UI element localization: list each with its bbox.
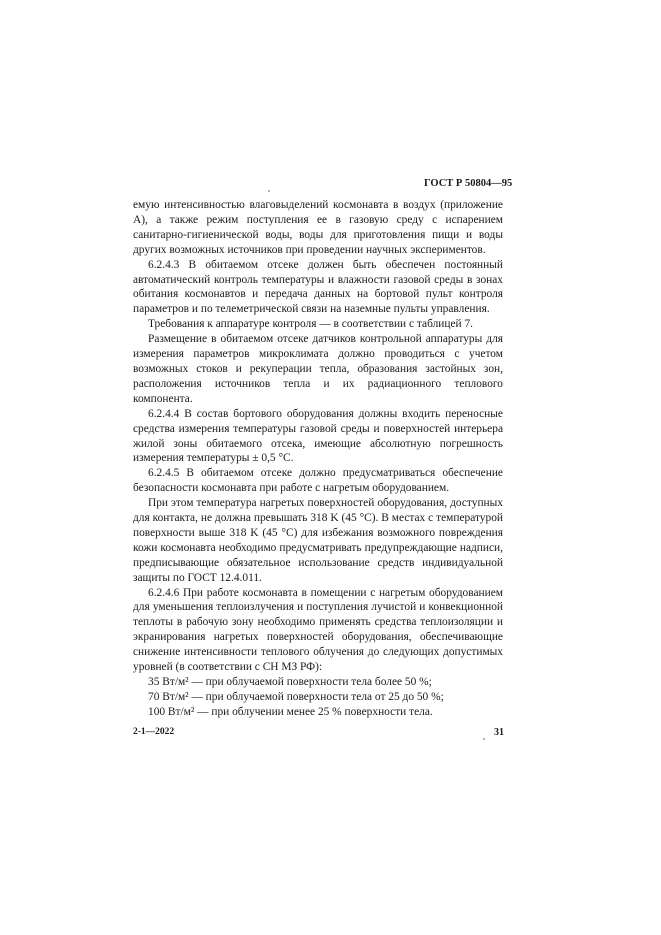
scan-speck [483,738,485,740]
list-item-70w: 70 Вт/м² — при облучаемой поверхности тела от 25 до 50 %; [148,690,444,703]
paragraph-control-requirements: Требования к аппаратуре контроля — в соответствии с таблицей 7. [148,318,473,331]
page-number: 31 [494,727,504,738]
paragraph-6-2-4-4: 6.2.4.4 В состав бортового оборудования должны входить переносные средства измерения температуры газовой среды и поверхностей интерьера жилой зоны обитаемого отсека, имеющие абсолютную погрешность измерения температуры ± 0,5 °С. [133,407,503,465]
document-code-header: ГОСТ Р 50804—95 [424,178,513,189]
list-item-35w: 35 Вт/м² — при облучаемой поверхности тела более 50 %; [148,676,432,688]
scan-speck [268,190,270,192]
paragraph-continuation: емую интенсивностью влаговыделений космонавта в воздух (приложение А), а также режим поступления ее в газовую среду с испарением санитарно-гигиенической воды, воды для приготовления пищи и воды других возможных источников при проведении научных экспериментов. [133,199,503,256]
paragraph-surface-temperature: При этом температура нагретых поверхностей оборудования, доступных для контакта, не должна превышать 318 K (45 °С). В местах с температурой поверхности выше 318 K (45 °С) для избежания возможного повреждения кожи космонавта необходимо предусматривать предупреждающие надписи, предписывающие обязательное использование средств индивидуальной защиты по ГОСТ 12.4.011. [133,497,503,584]
footer-print-code: 2-1—2022 [133,727,175,737]
list-item-100w: 100 Вт/м² — при облучении менее 25 % поверхности тела. [148,705,433,718]
paragraph-sensor-placement: Размещение в обитаемом отсеке датчиков контрольной аппаратуры для измерения параметров микроклимата должно проводиться с учетом возможных стоков и рекуперации тепла, образования застойных зон, расположения источников тепла и их радиационного теплового компонента. [133,333,503,405]
paragraph-6-2-4-3: 6.2.4.3 В обитаемом отсеке должен быть обеспечен постоянный автоматический контроль температуры и влажности газовой среды в зонах обитания космонавтов и передача данных на бортовой пульт контроля параметров и по телеметрической связи на наземные пульты управления. [133,258,503,316]
document-body [133,198,503,720]
paragraph-6-2-4-5: 6.2.4.5 В обитаемом отсеке должно предусматриваться обеспечение безопасности космонавта при работе с нагретым оборудованием. [133,467,503,495]
paragraph-6-2-4-6: 6.2.4.6 При работе космонавта в помещении с нагретым оборудованием для уменьшения теплоизлучения и поступления лучистой и конвекционной теплоты в рабочую зону необходимо применять средства теплоизоляции и экранирования нагретых поверхностей оборудования, обеспечивающие снижение интенсивности теплового облучения до следующих допустимых уровней (в соответствии с СН МЗ РФ): [133,586,503,674]
